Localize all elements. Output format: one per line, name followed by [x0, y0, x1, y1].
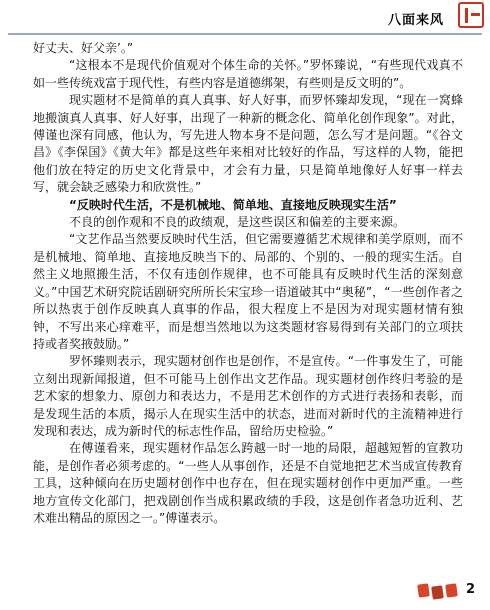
header-divider	[8, 33, 482, 35]
page-header	[0, 0, 490, 30]
paragraph: 不良的创作观和不良的政绩观，是这些误区和偏差的主要来源。	[69, 215, 406, 230]
magazine-logo-icon	[418, 582, 460, 600]
seal-stamp-icon	[458, 2, 484, 28]
section-title: 八面来风	[387, 13, 444, 28]
paragraph-continuation: 好丈夫、好父亲’。”	[33, 41, 134, 55]
article-body	[33, 40, 463, 527]
paragraph: “这根本不是现代价值观对个体生命的关怀。”罗怀臻说，“有些现代戏真不如一些传统戏富于现代性，有些内容是道德绑架，有些则是反文明的”。	[33, 58, 463, 90]
paragraph: “文艺作品当然要反映时代生活，但它需要遵循艺术规律和美学原则，而不是机械地、简单地、直接地反映当下的、局部的、个别的、一般的现实生活。自然主义地照搬生活，不仅有违创作规律，也不可能具有反映时代生活的深刻意义。”中国艺术研究院话剧研究所所长宋宝珍一语道破其中“奥秘”，“一些创作者之所以热衷于创作反映真人真事的作品，很大程度上不是因为对现实题材情有独钟，不写出来心痒难平，而是想当然地以为这类题材容易得到有关部门的立项扶持或者奖掖鼓励。”	[33, 232, 463, 351]
paragraph: 罗怀臻则表示，现实题材创作也是创作，不是宣传。“一件事发生了，可能立刻出现新闻报道，但不可能马上创作出文艺作品。现实题材创作终归考验的是艺术家的想象力、原创力和表达力，不是用艺术创作的方式进行表扬和表彰，而是发现生活的本质，揭示人在现实生活中的状态，进而对新时代的主流精神进行发现和表达，成为新时代的标志性作品，留给历史检验。”	[33, 354, 463, 438]
paragraph: 现实题材不是简单的真人真事、好人好事，而罗怀臻却发现，“现在一窝蜂地搬演真人真事、好人好事，出现了一种新的概念化、简单化创作现象”。对此，傅谨也深有同感，他认为，写先进人物本身不是问题，怎么写才是问题。“《谷文昌》《李保国》《黄大年》都是这些年来相对比较好的作品，写这样的人物，能把他们放在特定的历史文化背景中，才会有力量，只是简单地像好人好事一样去写，就会缺乏感染力和欣赏性。”	[33, 93, 463, 195]
page-number: 2	[466, 582, 476, 597]
section-heading: “反映时代生活，不是机械地、简单地、直接地反映现实生活”	[69, 197, 397, 212]
paragraph: 在傅谨看来，现实题材作品怎么跨越一时一地的局限，超越短暂的宣教功能，是创作者必须考虑的。“一些人从事创作，还是不自觉地把艺术当成宣传教育工具，这种倾向在历史题材创作中也存在，但在现实题材创作中更加严重。一些地方宣传文化部门，把戏剧创作当成积累政绩的手段，这是创作者急功近利、艺术难出精品的原因之一。”傅谨表示。	[33, 441, 463, 525]
